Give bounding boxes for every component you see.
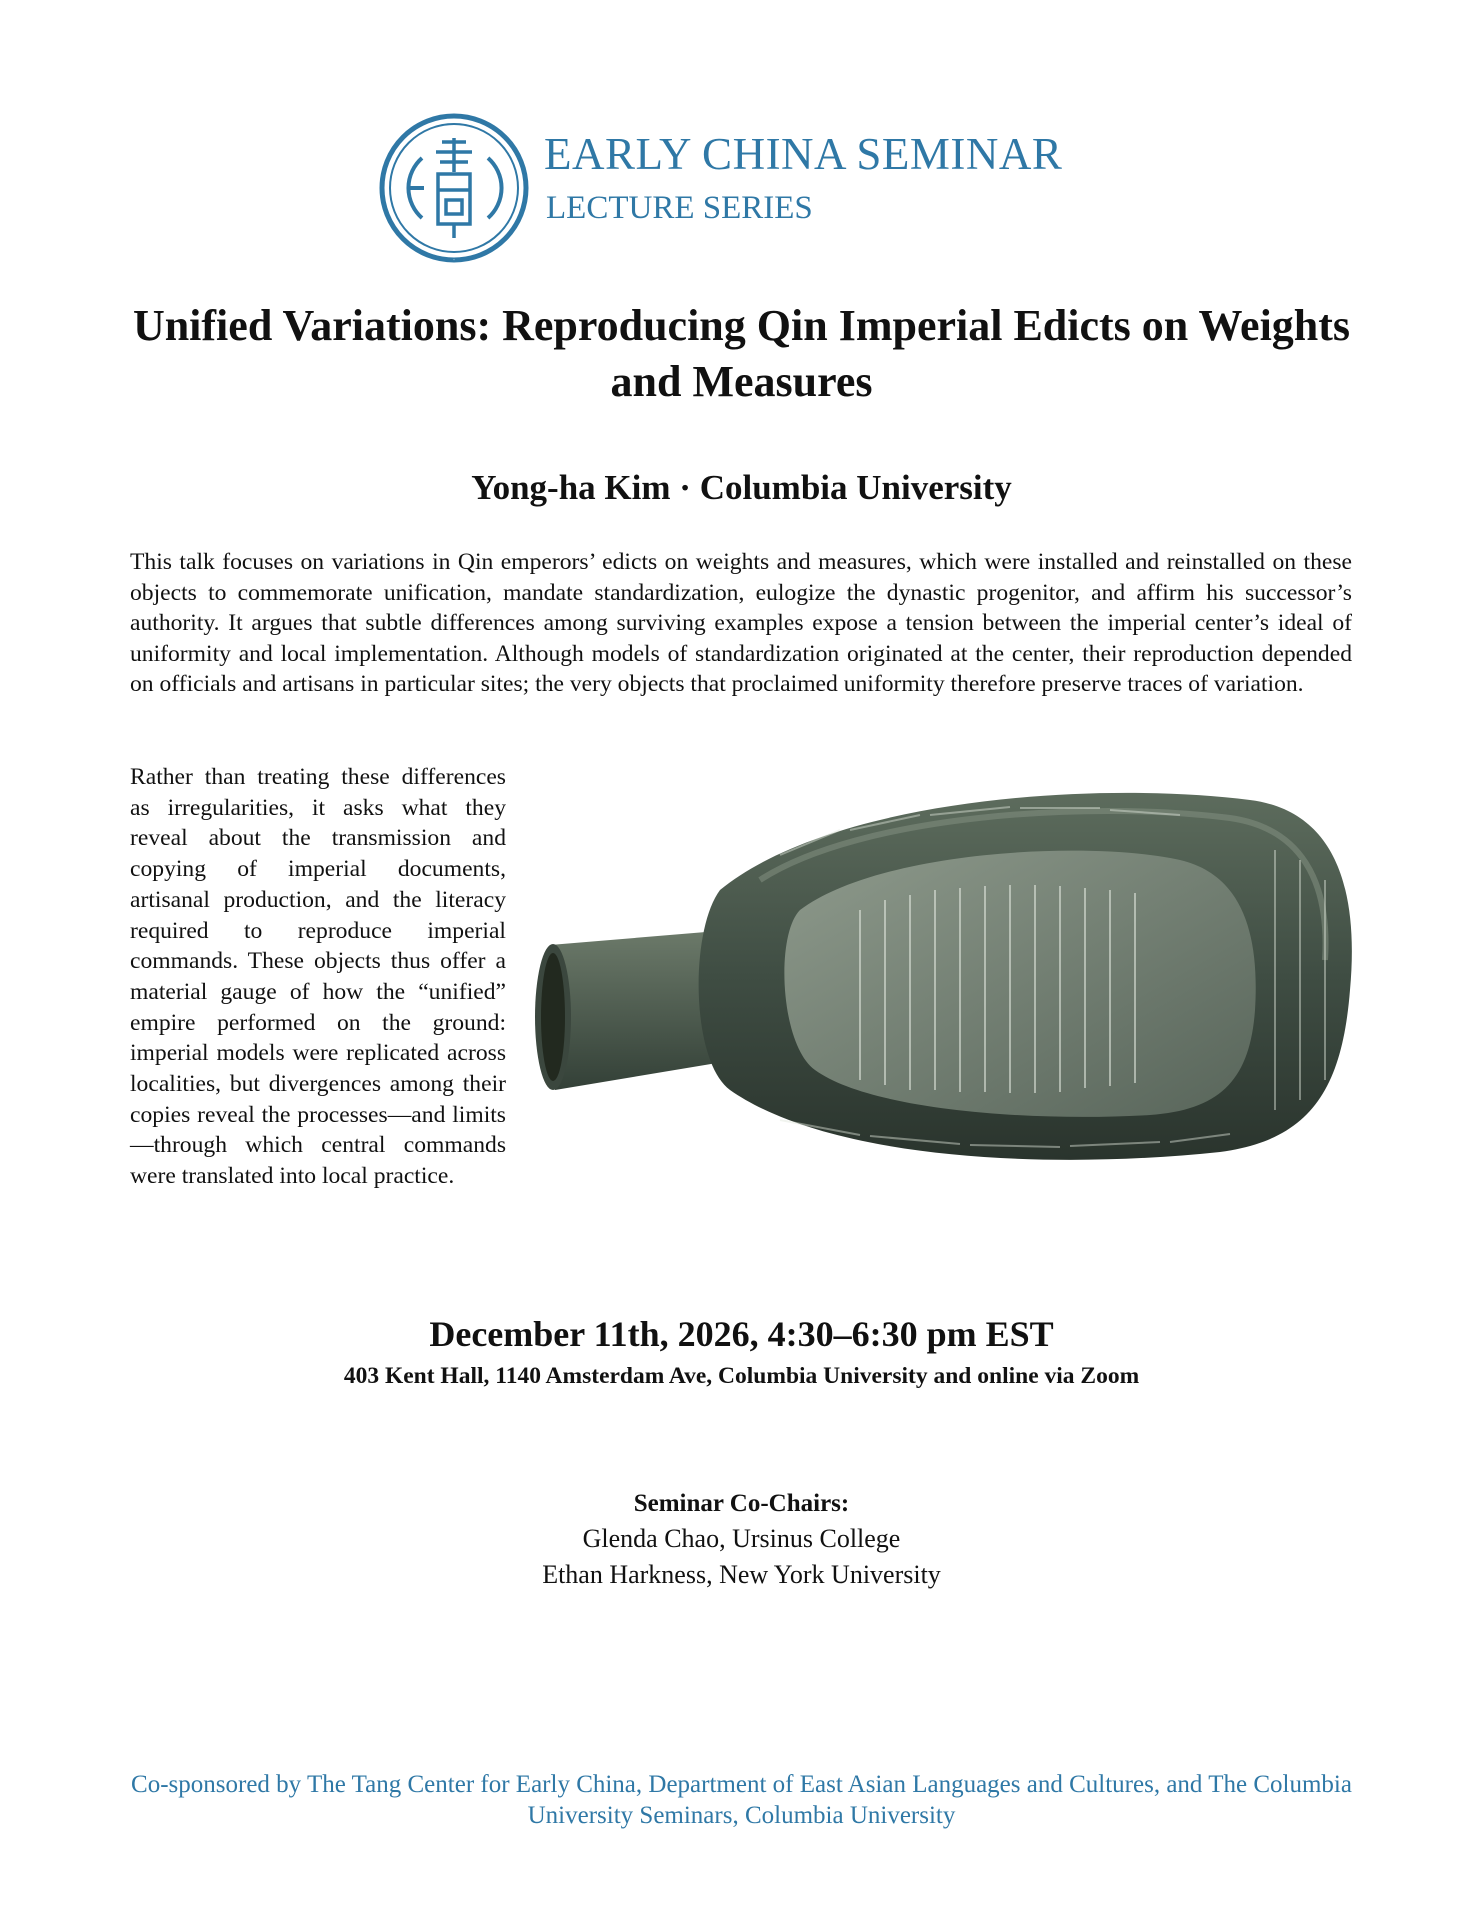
cochair-name: Glenda Chao, Ursinus College (582, 1524, 901, 1553)
abstract-paragraph-1: This talk focuses on variations in Qin emperors’ edicts on weights and measures, which were installed and reinstalled on these objects to commemorate unification, mandate standardization, eulogize the dynastic progenitor, and affirm his successor’s authority. It argues that subtle differences among surviving examples expose a tension between the imperial center’s ideal of uniformity and local implementation. Although models of standardization originated at the center, their reproduction depended on officials and artisans in particular sites; the very objects that proclaimed uniformity therefore preserve traces of variation. (130, 549, 1352, 698)
speaker: Yong-ha Kim · Columbia University (471, 468, 1012, 507)
cochairs-heading: Seminar Co-Chairs: (633, 1490, 850, 1517)
series-name: EARLY CHINA SEMINAR (544, 129, 1063, 179)
event-venue: 403 Kent Hall, 1140 Amsterdam Ave, Columbia University and online via Zoom (343, 1363, 1140, 1389)
talk-title: Unified Variations: Reproducing Qin Imperial Edicts on Weights and Measures (132, 301, 1351, 406)
event-date: December 11th, 2026, 4:30–6:30 pm EST (429, 1314, 1054, 1354)
cochair-name: Ethan Harkness, New York University (542, 1560, 941, 1589)
abstract-paragraph-2: Rather than treating these differences as irregularities, it asks what they reveal about the transmission and copying of imperial documents, artisanal production, and the literacy required to reproduce imperial commands. These objects thus offer a material gauge of how the “unified” empire performed on the ground: imperial models were replicated across localities, but divergences among their copies reveal the processes—and limits—through which central commands were translated into local practice. (130, 764, 506, 1190)
artifact-image (530, 760, 1360, 1180)
seminar-logo (378, 112, 530, 264)
cosponsor-note: Co-sponsored by The Tang Center for Early China, Department of East Asian Languages and Cultures, and The Columbia University Seminars, Columbia University (131, 1771, 1352, 1829)
logo-glyph-text: 繭 (453, 260, 455, 261)
series-subtitle: LECTURE SERIES (546, 190, 813, 226)
